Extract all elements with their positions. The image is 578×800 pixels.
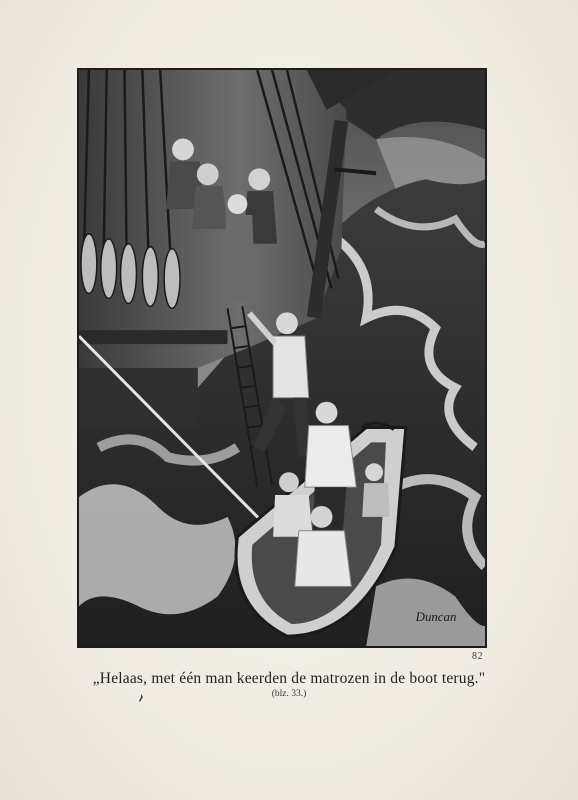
ink-speck: [138, 694, 144, 702]
illustration-plate: [77, 68, 487, 648]
illustration-caption: „Helaas, met één man keerden de matrozen in de boot terug.": [92, 670, 486, 687]
plate-number: 82: [472, 651, 483, 662]
ship-boat-illustration: [79, 70, 485, 646]
artist-signature: Duncan: [415, 610, 457, 625]
hull-rail: [79, 330, 228, 344]
page-reference: (blz. 33.): [271, 689, 307, 699]
